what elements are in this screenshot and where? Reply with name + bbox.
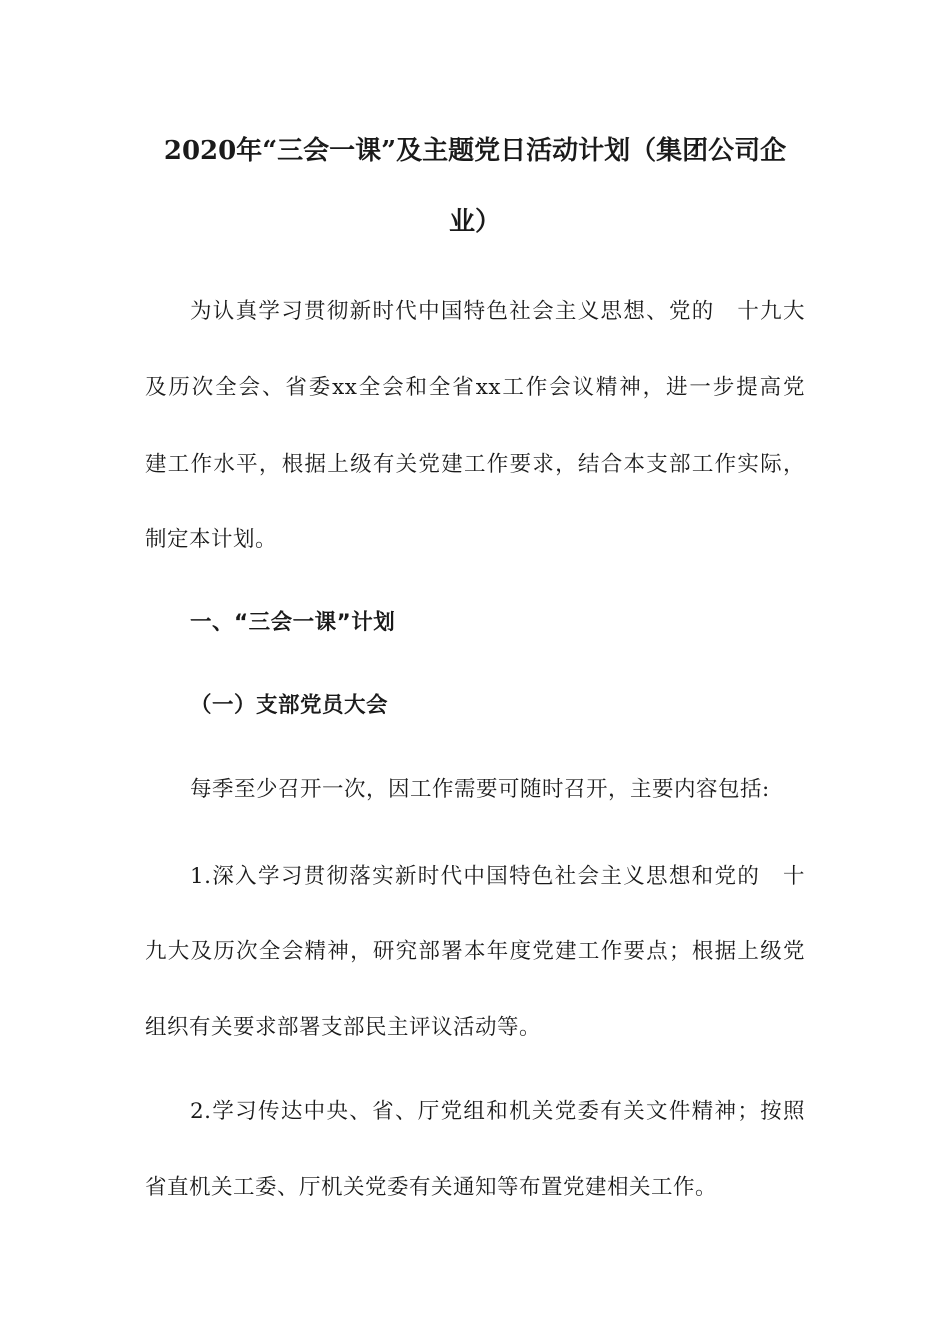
item-1-line-3: 组织有关要求部署支部民主评议活动等。 — [145, 1015, 542, 1040]
section-heading: 一、“三会一课”计划 — [190, 610, 396, 635]
subsection-intro: 每季至少召开一次，因工作需要可随时召开，主要内容包括: — [190, 777, 770, 802]
intro-paragraph-line-4: 制定本计划。 — [145, 527, 278, 552]
item-2-line-2: 省直机关工委、厅机关党委有关通知等布置党建相关工作。 — [145, 1175, 718, 1200]
document-title-line-2: 业） — [448, 207, 501, 237]
document-title-line-1: 2020年“三会一课”及主题党日活动计划（集团公司企 — [163, 136, 787, 166]
intro-paragraph-line-2: 及历次全会、省委xx全会和全省xx工作会议精神，进一步提高党 — [145, 375, 805, 400]
item-1-line-2: 九大及历次全会精神，研究部署本年度党建工作要点；根据上级党 — [145, 939, 805, 964]
item-2-line-1: 2.学习传达中央、省、厅党组和机关党委有关文件精神；按照 — [190, 1099, 805, 1124]
item-1-line-1: 1.深入学习贯彻落实新时代中国特色社会主义思想和党的 十 — [190, 864, 805, 889]
intro-paragraph-line-3: 建工作水平，根据上级有关党建工作要求，结合本支部工作实际， — [145, 452, 805, 477]
intro-paragraph-line-1: 为认真学习贯彻新时代中国特色社会主义思想、党的 十九大 — [190, 299, 805, 324]
subsection-heading: （一）支部党员大会 — [190, 693, 389, 718]
